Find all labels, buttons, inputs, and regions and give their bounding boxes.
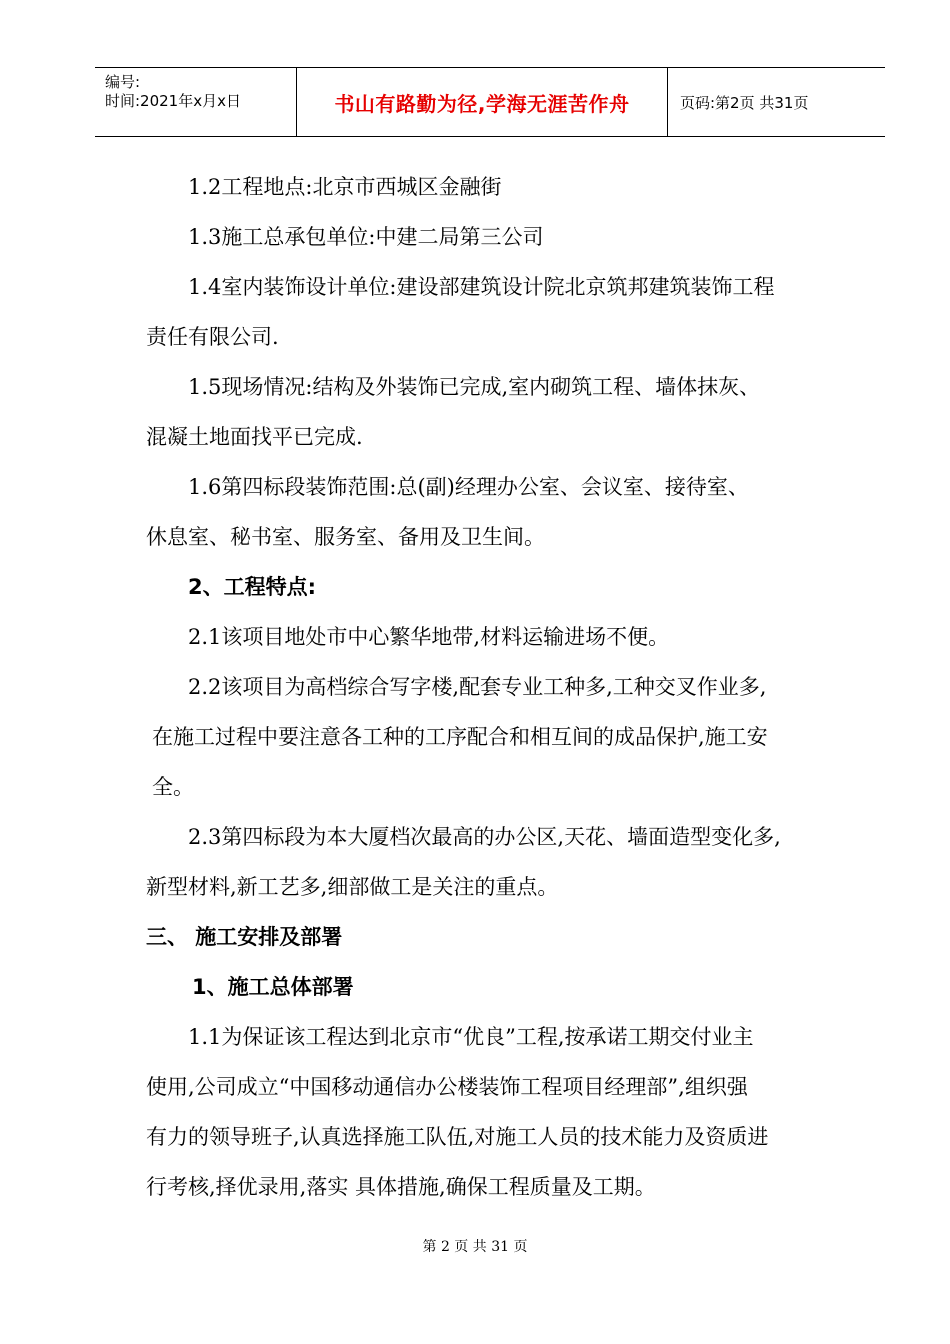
header-slogan: 书山有路勤为径,学海无涯苦作舟 [297,68,668,136]
body-line: 1.2工程地点:北京市西城区金融街 [188,175,502,199]
serial-label: 编号: [105,73,141,91]
body-line: 混凝土地面找平已完成. [146,425,363,449]
body-line: 在施工过程中要注意各工种的工序配合和相互间的成品保护,施工安 [152,725,768,749]
body-line: 责任有限公司. [146,325,279,349]
body-line: 2.1该项目地处市中心繁华地带,材料运输进场不便。 [188,625,670,649]
chapter-heading: 三、 施工安排及部署 [146,925,343,949]
body-line: 2.3第四标段为本大厦档次最高的办公区,天花、墙面造型变化多, [188,825,781,849]
body-line: 1.4室内装饰设计单位:建设部建筑设计院北京筑邦建筑装饰工程 [188,275,775,299]
section-heading: 2、工程特点: [188,575,317,599]
body-line: 行考核,择优录用,落实 具体措施,确保工程质量及工期。 [146,1175,656,1199]
header-page-info: 页码:第2页 共31页 [680,93,809,112]
body-line: 1.1为保证该工程达到北京市“优良”工程,按承诺工期交付业主 [188,1025,754,1049]
body-line: 有力的领导班子,认真选择施工队伍,对施工人员的技术能力及资质进 [146,1125,769,1149]
body-line: 全。 [152,775,194,799]
page-header [95,67,885,137]
body-line: 使用,公司成立“中国移动通信办公楼装饰工程项目经理部”,组织强 [146,1075,748,1099]
body-line: 2.2该项目为高档综合写字楼,配套专业工种多,工种交叉作业多, [188,675,767,699]
body-line: 1.5现场情况:结构及外装饰已完成,室内砌筑工程、墙体抹灰、 [188,375,761,399]
section-heading: 1、施工总体部署 [192,975,354,999]
body-line: 新型材料,新工艺多,细部做工是关注的重点。 [146,875,559,899]
body-line: 1.3施工总承包单位:中建二局第三公司 [188,225,544,249]
body-line: 休息室、秘书室、服务室、备用及卫生间。 [146,525,545,549]
header-meta [95,68,297,136]
date-label: 时间:2021年x月x日 [105,92,241,110]
body-line: 1.6第四标段装饰范围:总(副)经理办公室、会议室、接待室、 [188,475,749,499]
page-footer: 第 2 页 共 31 页 [422,1239,528,1255]
